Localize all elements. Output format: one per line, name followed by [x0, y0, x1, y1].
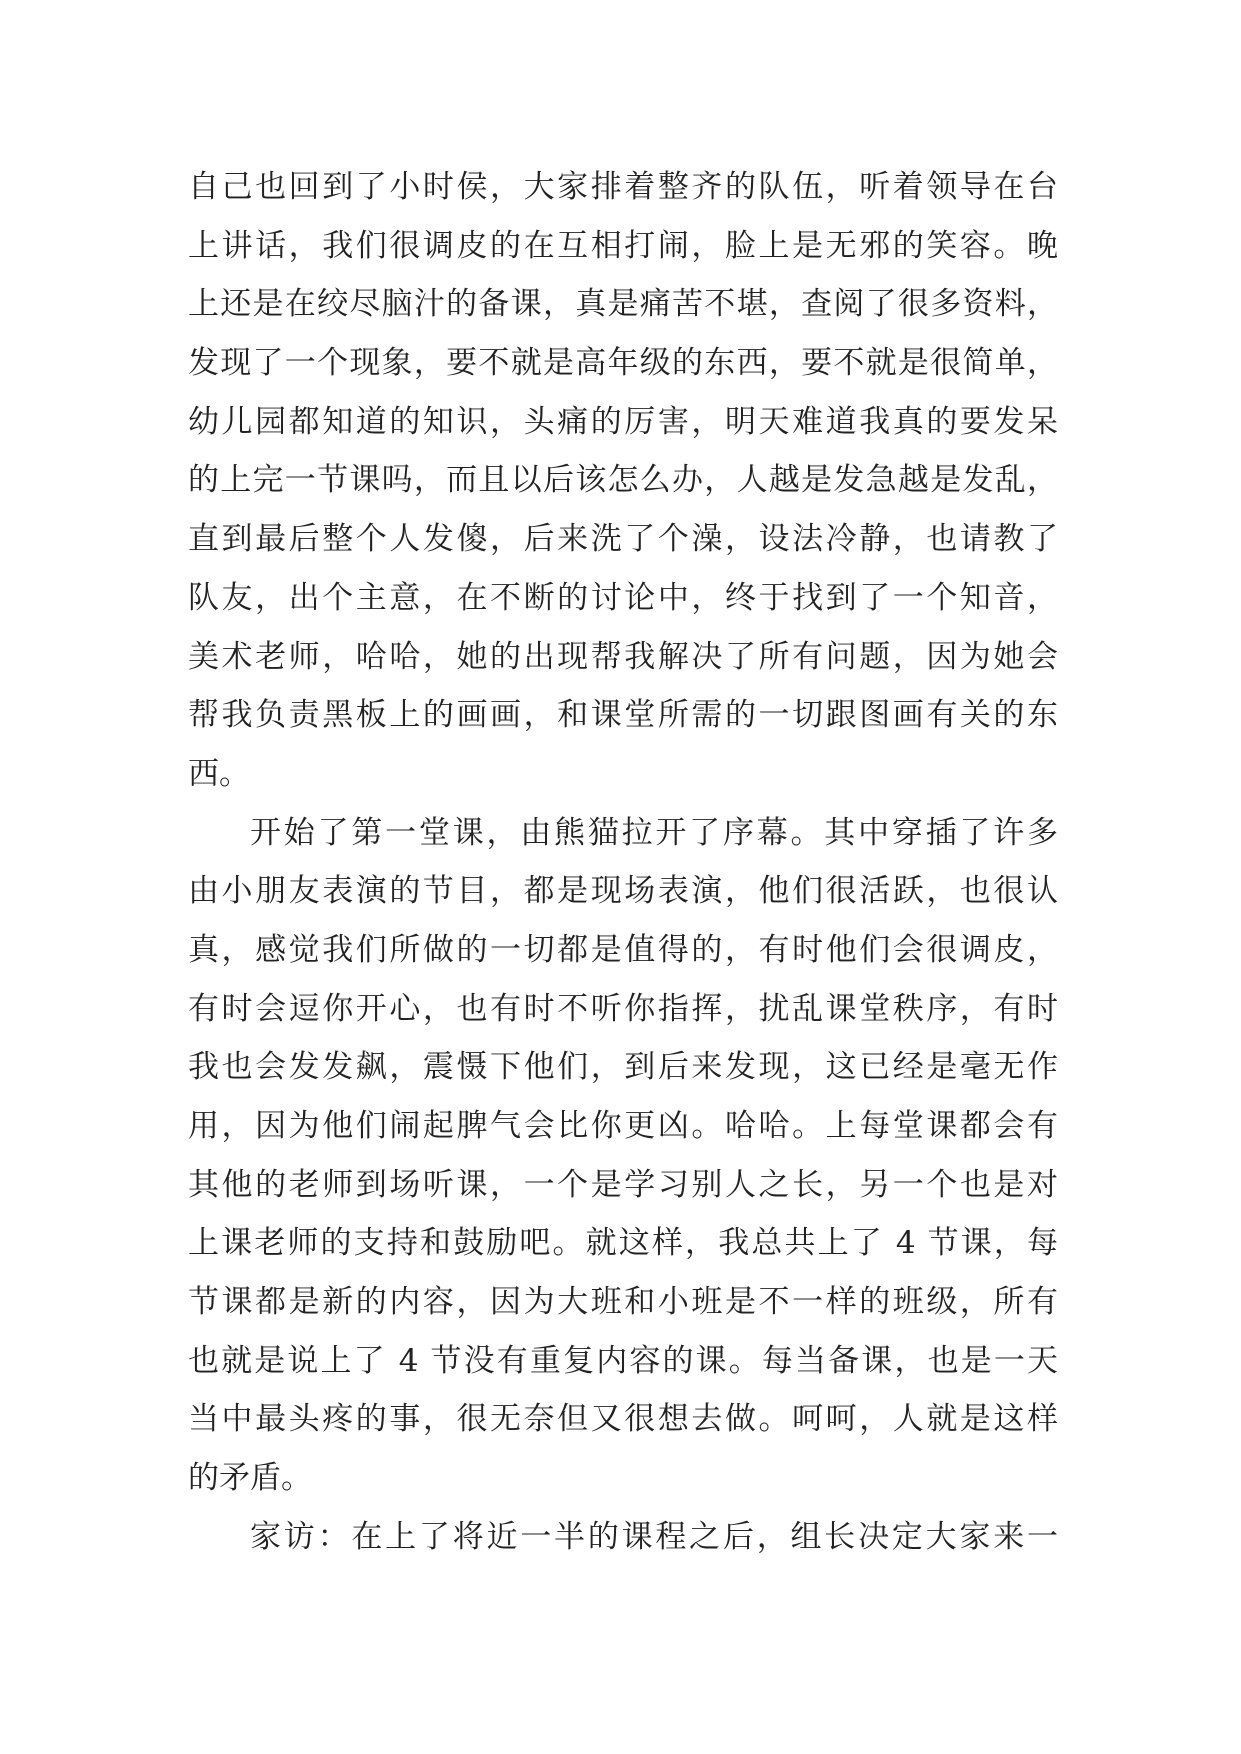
text-line: 真，感觉我们所做的一切都是值得的，有时他们会很调皮， — [188, 931, 1058, 968]
text-line: 当中最头疼的事，很无奈但又很想去做。呵呵，人就是这样 — [188, 1401, 1058, 1438]
text-line: 也就是说上了 4 节没有重复内容的课。每当备课，也是一天 — [188, 1342, 1058, 1379]
text-line: 队友，出个主意，在不断的讨论中，终于找到了一个知音， — [188, 579, 1058, 616]
text-line: 西。 — [188, 755, 250, 792]
document-body — [188, 158, 1058, 1567]
text-line: 自己也回到了小时侯，大家排着整齐的队伍，听着领导在台 — [188, 169, 1058, 205]
text-line: 发现了一个现象，要不就是高年级的东西，要不就是很简单， — [188, 345, 1058, 382]
text-line: 上课老师的支持和鼓励吧。就这样，我总共上了 4 节课，每 — [188, 1225, 1058, 1262]
text-line: 其他的老师到场听课，一个是学习别人之长，另一个也是对 — [188, 1166, 1058, 1203]
text-line: 幼儿园都知道的知识，头痛的厉害，明天难道我真的要发呆 — [188, 403, 1058, 440]
text-line: 用，因为他们闹起脾气会比你更凶。哈哈。上每堂课都会有 — [188, 1108, 1058, 1144]
text-line: 的矛盾。 — [188, 1460, 312, 1497]
text-line: 直到最后整个人发傻，后来洗了个澡，设法冷静，也请教了 — [188, 521, 1058, 558]
text-line: 我也会发发飙，震慑下他们，到后来发现，这已经是毫无作 — [188, 1049, 1058, 1086]
text-line: 有时会逗你开心，也有时不听你指挥，扰乱课堂秩序，有时 — [188, 990, 1058, 1027]
text-line: 的上完一节课吗，而且以后该怎么办，人越是发急越是发乱， — [188, 462, 1058, 499]
text-line: 由小朋友表演的节目，都是现场表演，他们很活跃，也很认 — [188, 873, 1058, 910]
text-line: 家访：在上了将近一半的课程之后，组长决定大家来一 — [250, 1518, 1058, 1555]
text-line: 开始了第一堂课，由熊猫拉开了序幕。其中穿插了许多 — [250, 814, 1058, 851]
text-line: 上讲话，我们很调皮的在互相打闹，脸上是无邪的笑容。晚 — [188, 227, 1058, 264]
text-line: 上还是在绞尽脑汁的备课，真是痛苦不堪，查阅了很多资料， — [188, 286, 1058, 323]
text-line: 帮我负责黑板上的画画，和课堂所需的一切跟图画有关的东 — [188, 697, 1058, 734]
text-line: 美术老师，哈哈，她的出现帮我解决了所有问题，因为她会 — [188, 638, 1058, 675]
text-line: 节课都是新的内容，因为大班和小班是不一样的班级，所有 — [188, 1284, 1058, 1321]
